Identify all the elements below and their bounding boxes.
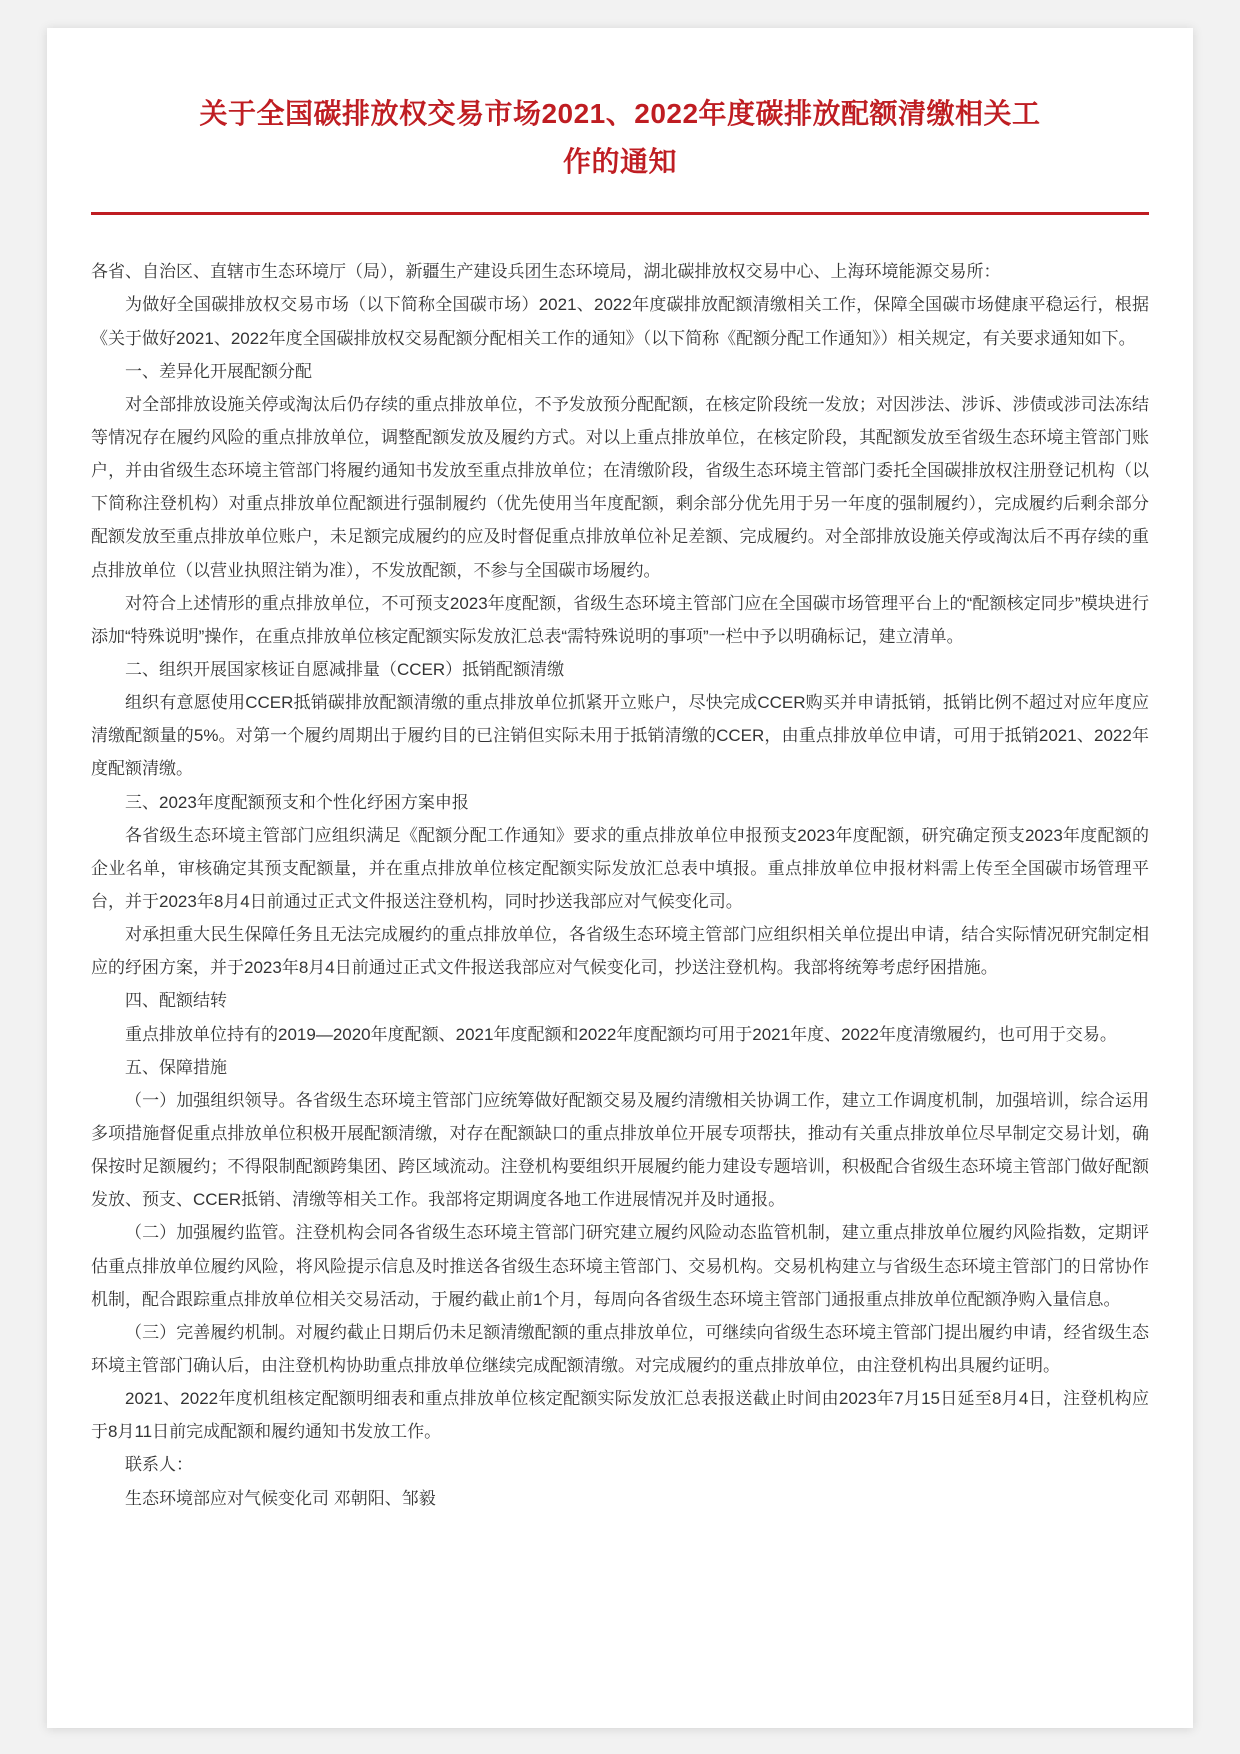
paragraph: 组织有意愿使用CCER抵销碳排放配额清缴的重点排放单位抓紧开立账户，尽快完成CCER购买并申请抵销，抵销比例不超过对应年度应清缴配额量的5%。对第一个履约周期出于履约目的已注销但实际未用于抵销清缴的CCER，由重点排放单位申请，可用于抵销2021、2022年度配额清缴。 bbox=[91, 693, 1149, 779]
section-heading: 一、差异化开展配额分配 bbox=[125, 361, 312, 381]
paragraph: 生态环境部应对气候变化司 邓朝阳、邹毅 bbox=[125, 1488, 436, 1508]
paragraph: 各省级生态环境主管部门应组织满足《配额分配工作通知》要求的重点排放单位申报预支2023年度配额，研究确定预支2023年度配额的企业名单，审核确定其预支配额量，并在重点排放单位核定配额实际发放汇总表中填报。重点排放单位申报材料需上传至全国碳市场管理平台，并于2023年8月4日前通过正式文件报送注登机构，同时抄送我部应对气候变化司。 bbox=[91, 825, 1149, 911]
section-heading: 五、保障措施 bbox=[125, 1057, 227, 1077]
section-heading: 二、组织开展国家核证自愿减排量（CCER）抵销配额清缴 bbox=[125, 660, 565, 679]
paragraph: 为做好全国碳排放权交易市场（以下简称全国碳市场）2021、2022年度碳排放配额清缴相关工作，保障全国碳市场健康平稳运行，根据《关于做好2021、2022年度全国碳排放权交易配额分配相关工作的通知》（以下简称《配额分配工作通知》）相关规定，有关要求通知如下。 bbox=[91, 295, 1149, 348]
section-heading: 四、配额结转 bbox=[125, 991, 227, 1011]
document-title: 关于全国碳排放权交易市场2021、2022年度碳排放配额清缴相关工作的通知 bbox=[199, 98, 1041, 178]
paragraph: 各省、自治区、直辖市生态环境厅（局），新疆生产建设兵团生态环境局，湖北碳排放权交易中心、上海环境能源交易所： bbox=[91, 262, 1001, 282]
paragraph: 2021、2022年度机组核定配额明细表和重点排放单位核定配额实际发放汇总表报送截止时间由2023年7月15日延至8月4日，注登机构应于8月11日前完成配额和履约通知书发放工作。 bbox=[91, 1389, 1149, 1442]
paragraph: 对全部排放设施关停或淘汰后仍存续的重点排放单位，不予发放预分配配额，在核定阶段统一发放；对因涉法、涉诉、涉债或涉司法冻结等情况存在履约风险的重点排放单位，调整配额发放及履约方式。对以上重点排放单位，在核定阶段，其配额发放至省级生态环境主管部门账户，并由省级生态环境主管部门将履约通知书发放至重点排放单位；在清缴阶段，省级生态环境主管部门委托全国碳排放权注册登记机构（以下简称注登机构）对重点排放单位配额进行强制履约（优先使用当年度配额，剩余部分优先用于另一年度的强制履约），完成履约后剩余部分配额发放至重点排放单位账户，未足额完成履约的应及时督促重点排放单位补足差额、完成履约。对全部排放设施关停或淘汰后不再存续的重点排放单位（以营业执照注销为准），不发放配额，不参与全国碳市场履约。 bbox=[91, 394, 1149, 580]
section-heading: 三、2023年度配额预支和个性化纾困方案申报 bbox=[125, 792, 469, 812]
paragraph: （二）加强履约监管。注登机构会同各省级生态环境主管部门研究建立履约风险动态监管机制，建立重点排放单位履约风险指数，定期评估重点排放单位履约风险，将风险提示信息及时推送各省级生态环境主管部门、交易机构。交易机构建立与省级生态环境主管部门的日常协作机制，配合跟踪重点排放单位相关交易活动，于履约截止前1个月，每周向各省级生态环境主管部门通报重点排放单位配额净购入量信息。 bbox=[91, 1223, 1149, 1309]
paragraph: （一）加强组织领导。各省级生态环境主管部门应统筹做好配额交易及履约清缴相关协调工作，建立工作调度机制，加强培训，综合运用多项措施督促重点排放单位积极开展配额清缴，对存在配额缺口的重点排放单位开展专项帮扶，推动有关重点排放单位尽早制定交易计划，确保按时足额履约；不得限制配额跨集团、跨区域流动。注登机构要组织开展履约能力建设专题培训，积极配合省级生态环境主管部门做好配额发放、预支、CCER抵销、清缴等相关工作。我部将定期调度各地工作进展情况并及时通报。 bbox=[91, 1090, 1149, 1210]
title-divider bbox=[91, 212, 1149, 215]
paragraph: 联系人： bbox=[125, 1455, 193, 1475]
paragraph: （三）完善履约机制。对履约截止日期后仍未足额清缴配额的重点排放单位，可继续向省级生态环境主管部门提出履约申请，经省级生态环境主管部门确认后，由注登机构协助重点排放单位继续完成配额清缴。对完成履约的重点排放单位，由注登机构出具履约证明。 bbox=[91, 1322, 1149, 1375]
paragraph: 重点排放单位持有的2019—2020年度配额、2021年度配额和2022年度配额均可用于2021年度、2022年度清缴履约，也可用于交易。 bbox=[125, 1024, 1117, 1044]
document-page bbox=[47, 28, 1193, 1728]
document-body bbox=[91, 255, 1149, 1514]
paragraph: 对承担重大民生保障任务且无法完成履约的重点排放单位，各省级生态环境主管部门应组织相关单位提出申请，结合实际情况研究制定相应的纾困方案，并于2023年8月4日前通过正式文件报送我部应对气候变化司，抄送注登机构。我部将统筹考虑纾困措施。 bbox=[91, 925, 1149, 978]
paragraph: 对符合上述情形的重点排放单位，不可预支2023年度配额，省级生态环境主管部门应在全国碳市场管理平台上的“配额核定同步”模块进行添加“特殊说明”操作，在重点排放单位核定配额实际发放汇总表“需特殊说明的事项”一栏中予以明确标记，建立清单。 bbox=[91, 593, 1149, 646]
